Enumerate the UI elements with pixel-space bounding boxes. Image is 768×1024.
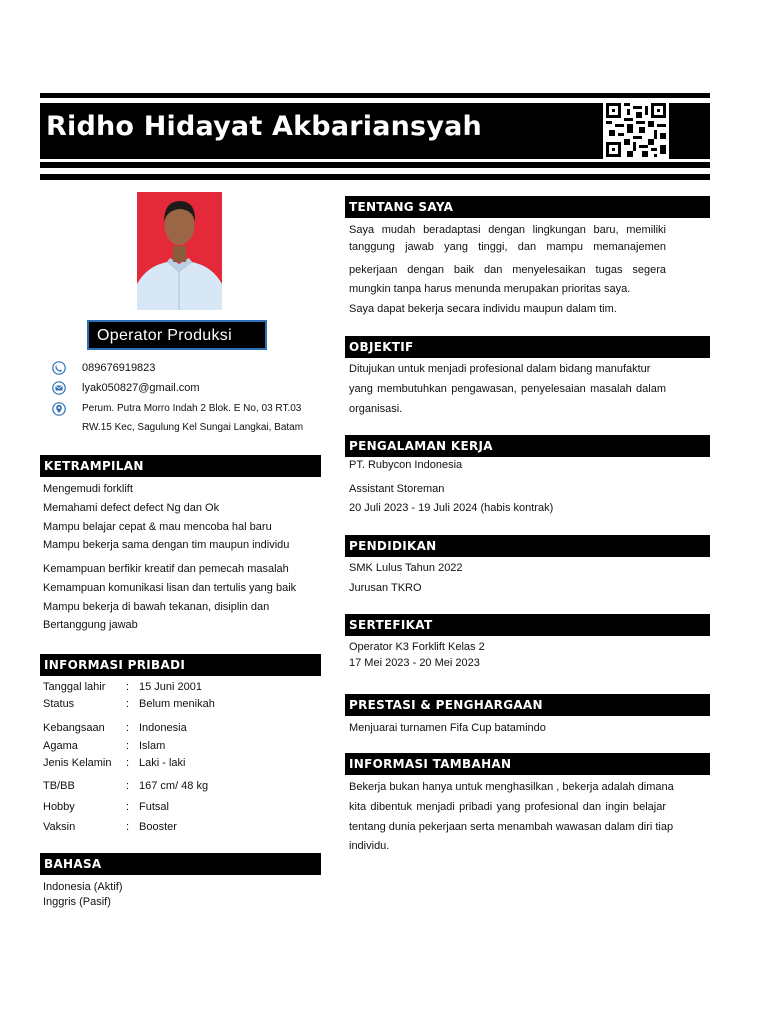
skill-item: Bertanggung jawab (43, 619, 138, 631)
objective-line: yang membutuhkan pengawasan, penyelesaian masalah dalam (349, 383, 666, 395)
additional-line: tentang dunia pekerjaan serta menambah wawasan dalam diri tiap (349, 821, 674, 833)
info-label: Vaksin (43, 821, 76, 833)
info-value: Belum menikah (139, 698, 215, 710)
info-separator: : (126, 740, 130, 752)
certificate-period: 17 Mei 2023 - 20 Mei 2023 (349, 657, 480, 669)
experience-title: PENGALAMAN KERJA (349, 439, 493, 453)
qr-code-icon (603, 100, 669, 160)
phone-icon (52, 361, 66, 375)
name-banner (40, 103, 710, 159)
additional-info-title: INFORMASI TAMBAHAN (349, 757, 512, 771)
candidate-name: Ridho Hidayat Akbariansyah (46, 111, 482, 142)
about-line: tanggung jawab yang tinggi, dan mampu memanajemen (349, 241, 666, 253)
additional-line: Bekerja bukan hanya untuk menghasilkan , bekerja adalah dimana (349, 781, 674, 793)
achievements-header (345, 694, 710, 716)
achievement-item: Menjuarai turnamen Fifa Cup batamindo (349, 722, 546, 734)
skill-item: Kemampuan komunikasi lisan dan tertulis yang baik (43, 582, 297, 594)
info-separator: : (126, 698, 130, 710)
experience-position: Assistant Storeman (349, 483, 445, 495)
skill-item: Mampu bekerja di bawah tekanan, disiplin dan (43, 601, 270, 613)
address-line-1: Perum. Putra Morro Indah 2 Blok. E No, 03 RT.03 (82, 403, 302, 414)
objective-header (345, 336, 710, 358)
skill-item: Mampu bekerja sama dengan tim maupun individu (43, 539, 290, 551)
email-address: lyak050827@gmail.com (82, 382, 200, 394)
certificate-header (345, 614, 710, 636)
objective-title: OBJEKTIF (349, 340, 414, 354)
info-value: 15 Juni 2001 (139, 681, 202, 693)
skill-item: Mampu belajar cepat & mau mencoba hal baru (43, 521, 272, 533)
languages-title: BAHASA (44, 857, 102, 871)
info-separator: : (126, 821, 130, 833)
info-label: Agama (43, 740, 78, 752)
info-value: Futsal (139, 801, 169, 813)
about-line: pekerjaan dengan baik dan menyelesaikan tugas segera (349, 264, 666, 276)
info-value: Islam (139, 740, 166, 752)
personal-info-title: INFORMASI PRIBADI (44, 658, 186, 672)
experience-header (345, 435, 710, 457)
objective-line: Ditujukan untuk menjadi profesional dalam bidang manufaktur (349, 363, 651, 375)
info-value: Booster (139, 821, 177, 833)
experience-period: 20 Juli 2023 - 19 Juli 2024 (habis kontrak) (349, 502, 554, 514)
language-item: Inggris (Pasif) (43, 896, 111, 908)
personal-info-header (40, 654, 321, 676)
info-separator: : (126, 780, 130, 792)
education-header (345, 535, 710, 557)
email-icon (52, 381, 66, 395)
skill-item: Memahami defect defect Ng dan Ok (43, 502, 220, 514)
additional-line: kita dibentuk menjadi pribadi yang profesional dan ingin belajar (349, 801, 666, 813)
info-label: Status (43, 698, 75, 710)
info-label: Jenis Kelamin (43, 757, 112, 769)
info-separator: : (126, 722, 130, 734)
info-separator: : (126, 757, 130, 769)
about-line: Saya mudah beradaptasi dengan lingkungan baru, memiliki (349, 224, 666, 236)
education-major: Jurusan TKRO (349, 582, 422, 594)
banner-rule-2 (40, 174, 710, 180)
top-rule (40, 93, 710, 98)
job-title: Operator Produksi (97, 327, 232, 344)
certificate-name: Operator K3 Forklift Kelas 2 (349, 641, 485, 653)
info-label: TB/BB (43, 780, 75, 792)
about-title: TENTANG SAYA (349, 200, 454, 214)
about-line: Saya dapat bekerja secara individu maupun dalam tim. (349, 303, 617, 315)
info-label: Hobby (43, 801, 75, 813)
about-header (345, 196, 710, 218)
skills-title: KETRAMPILAN (44, 459, 144, 473)
additional-line: individu. (349, 840, 390, 852)
info-value: 167 cm/ 48 kg (139, 780, 209, 792)
address-line-2: RW.15 Kec, Sagulung Kel Sungai Langkai, Batam (82, 422, 304, 433)
location-icon (52, 402, 66, 416)
experience-company: PT. Rubycon Indonesia (349, 459, 463, 471)
education-school: SMK Lulus Tahun 2022 (349, 562, 463, 574)
objective-line: organisasi. (349, 403, 403, 415)
info-label: Kebangsaan (43, 722, 105, 734)
info-separator: : (126, 801, 130, 813)
language-item: Indonesia (Aktif) (43, 881, 123, 893)
info-separator: : (126, 681, 130, 693)
skill-item: Kemampuan berfikir kreatif dan pemecah masalah (43, 563, 289, 575)
job-title-box (87, 320, 267, 350)
achievements-title: PRESTASI & PENGHARGAAN (349, 698, 543, 712)
skills-header (40, 455, 321, 477)
info-value: Laki - laki (139, 757, 186, 769)
info-value: Indonesia (139, 722, 187, 734)
profile-photo (137, 192, 222, 310)
banner-rule-1 (40, 162, 710, 168)
education-title: PENDIDIKAN (349, 539, 437, 553)
additional-info-header (345, 753, 710, 775)
certificate-title: SERTEFIKAT (349, 618, 433, 632)
languages-header (40, 853, 321, 875)
phone-number: 089676919823 (82, 362, 156, 374)
info-label: Tanggal lahir (43, 681, 106, 693)
about-line: mungkin tanpa harus menunda merupakan prioritas saya. (349, 283, 631, 295)
skill-item: Mengemudi forklift (43, 483, 133, 495)
